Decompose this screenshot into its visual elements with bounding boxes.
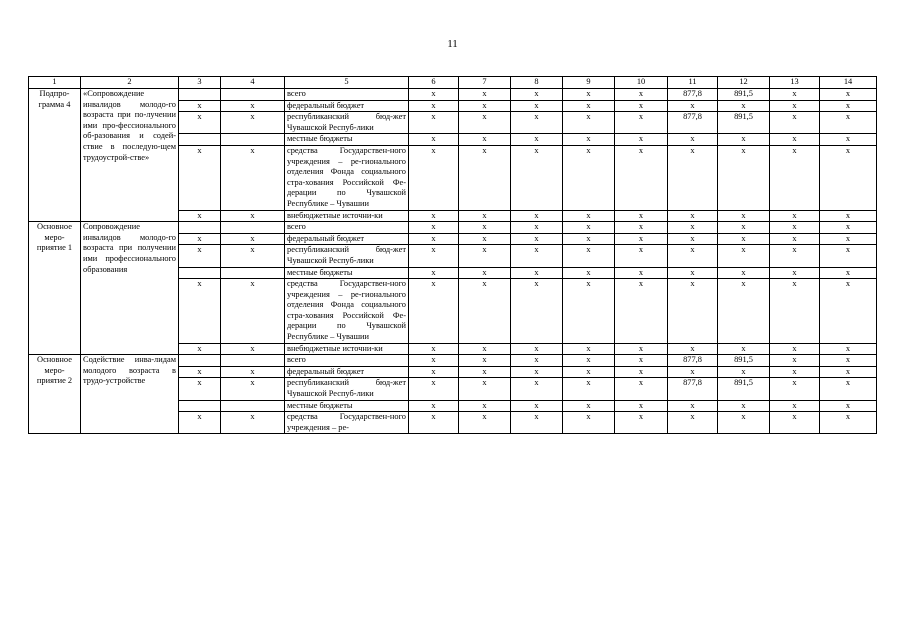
year-value-cell: x [563,222,615,234]
column-number-1: 1 [29,77,81,89]
funding-source-cell: средства Государствен-ного учреждения – ре- [285,412,409,434]
year-value-cell: x [409,267,459,279]
year-value-cell: x [820,112,877,134]
responsible-code-cell: x [179,233,221,245]
responsible-code-cell [179,355,221,367]
column-number-2: 2 [81,77,179,89]
classification-code-cell [221,134,285,146]
responsible-code-cell: x [179,210,221,222]
year-value-cell: x [563,245,615,267]
column-number-6: 6 [409,77,459,89]
year-value-cell: x [820,134,877,146]
year-value-cell: x [770,343,820,355]
page-number: 11 [447,38,458,50]
year-value-cell: x [511,89,563,101]
year-value-cell: x [459,279,511,344]
year-value-cell: x [459,145,511,210]
year-value-cell: x [668,279,718,344]
year-value-cell: x [459,366,511,378]
year-value-cell: x [770,145,820,210]
responsible-code-cell: x [179,378,221,400]
year-value-cell: x [718,145,770,210]
year-value-cell: x [770,267,820,279]
classification-code-cell [221,400,285,412]
year-value-cell: x [615,233,668,245]
funding-source-cell: федеральный бюджет [285,366,409,378]
year-value-cell: x [770,112,820,134]
year-value-cell: x [718,343,770,355]
year-value-cell: x [615,279,668,344]
year-value-cell: x [563,100,615,112]
year-value-cell: x [511,400,563,412]
year-value-cell: x [563,134,615,146]
year-value-cell: x [459,245,511,267]
year-value-cell: x [770,245,820,267]
year-value-cell: x [563,378,615,400]
year-value-cell: x [563,210,615,222]
year-value-cell: x [615,366,668,378]
year-value-cell: x [459,400,511,412]
year-value-cell: x [718,279,770,344]
year-value-cell: x [615,245,668,267]
year-value-cell: x [820,222,877,234]
year-value-cell: x [770,378,820,400]
year-value-cell: x [615,400,668,412]
year-value-cell: x [615,412,668,434]
year-value-cell: x [511,279,563,344]
funding-source-cell: республиканский бюд-жет Чувашской Респуб-лики [285,245,409,267]
classification-code-cell [221,267,285,279]
year-value-cell: x [409,222,459,234]
year-value-cell: x [770,279,820,344]
year-value-cell: x [409,233,459,245]
year-value-cell: x [820,210,877,222]
year-value-cell: x [409,134,459,146]
year-value-cell: x [615,100,668,112]
year-value-cell: x [409,112,459,134]
year-value-cell: x [459,210,511,222]
year-value-cell: x [820,233,877,245]
responsible-code-cell [179,89,221,101]
year-value-cell: x [668,267,718,279]
funding-source-cell: средства Государствен-ного учреждения – ре-гионального отделения Фонда социального стра-хования Российской Фе-дерации по Чувашской Республике – Чувашии [285,145,409,210]
year-value-cell: x [668,245,718,267]
year-value-cell: x [409,400,459,412]
financing-table [28,76,877,434]
classification-code-cell: x [221,100,285,112]
year-value-cell: x [511,343,563,355]
year-value-cell: x [409,378,459,400]
year-value-cell: x [718,245,770,267]
year-value-cell: x [615,355,668,367]
program-title-cell: Содействие инва-лидам молодого возраста в трудо-устройстве [81,355,179,434]
classification-code-cell: x [221,366,285,378]
year-value-cell: x [615,210,668,222]
year-value-cell: x [459,100,511,112]
year-value-cell: x [615,112,668,134]
year-value-cell: x [718,210,770,222]
year-value-cell: x [563,112,615,134]
year-value-cell: 891,5 [718,355,770,367]
classification-code-cell: x [221,343,285,355]
year-value-cell: x [820,100,877,112]
responsible-code-cell [179,267,221,279]
year-value-cell: x [718,267,770,279]
classification-code-cell: x [221,145,285,210]
classification-code-cell: x [221,279,285,344]
year-value-cell: x [511,145,563,210]
funding-source-cell: всего [285,89,409,101]
year-value-cell: x [409,366,459,378]
year-value-cell: x [770,210,820,222]
year-value-cell: x [563,145,615,210]
year-value-cell: x [409,279,459,344]
year-value-cell: x [770,233,820,245]
year-value-cell: x [459,89,511,101]
column-number-10: 10 [615,77,668,89]
year-value-cell: x [459,378,511,400]
year-value-cell: x [718,366,770,378]
year-value-cell: x [615,343,668,355]
year-value-cell: x [820,355,877,367]
year-value-cell: x [563,355,615,367]
year-value-cell: x [770,412,820,434]
table-row [29,355,877,367]
year-value-cell: x [615,134,668,146]
year-value-cell: x [770,134,820,146]
year-value-cell: x [718,134,770,146]
year-value-cell: x [511,233,563,245]
year-value-cell: x [511,366,563,378]
funding-source-cell: местные бюджеты [285,134,409,146]
year-value-cell: x [563,233,615,245]
funding-source-cell: всего [285,355,409,367]
funding-source-cell: республиканский бюд-жет Чувашской Респуб-лики [285,378,409,400]
year-value-cell: x [668,233,718,245]
year-value-cell: x [511,134,563,146]
year-value-cell: x [718,100,770,112]
year-value-cell: x [563,412,615,434]
year-value-cell: x [770,100,820,112]
year-value-cell: x [615,89,668,101]
column-number-3: 3 [179,77,221,89]
header-row [29,77,877,89]
responsible-code-cell [179,400,221,412]
year-value-cell: x [668,100,718,112]
funding-source-cell: внебюджетные источни-ки [285,210,409,222]
year-value-cell: x [409,89,459,101]
classification-code-cell [221,222,285,234]
year-value-cell: x [615,378,668,400]
year-value-cell: x [409,210,459,222]
column-number-12: 12 [718,77,770,89]
column-number-14: 14 [820,77,877,89]
classification-code-cell [221,89,285,101]
program-name-cell: Подпро- грамма 4 [29,89,81,222]
year-value-cell: 891,5 [718,89,770,101]
year-value-cell: x [668,412,718,434]
year-value-cell: x [820,279,877,344]
funding-source-cell: местные бюджеты [285,400,409,412]
year-value-cell: x [615,222,668,234]
year-value-cell: x [718,233,770,245]
year-value-cell: x [409,245,459,267]
year-value-cell: x [511,222,563,234]
year-value-cell: x [459,233,511,245]
year-value-cell: x [668,343,718,355]
year-value-cell: x [820,400,877,412]
classification-code-cell: x [221,412,285,434]
year-value-cell: x [459,343,511,355]
year-value-cell: x [511,412,563,434]
year-value-cell: x [820,343,877,355]
year-value-cell: x [820,245,877,267]
year-value-cell: x [459,355,511,367]
year-value-cell: 877,8 [668,355,718,367]
funding-source-cell: всего [285,222,409,234]
year-value-cell: x [668,134,718,146]
year-value-cell: 877,8 [668,378,718,400]
year-value-cell: x [668,400,718,412]
column-number-5: 5 [285,77,409,89]
year-value-cell: x [459,267,511,279]
column-number-9: 9 [563,77,615,89]
classification-code-cell: x [221,112,285,134]
year-value-cell: x [820,378,877,400]
column-number-11: 11 [668,77,718,89]
year-value-cell: x [511,378,563,400]
funding-source-cell: внебюджетные источни-ки [285,343,409,355]
year-value-cell: x [770,400,820,412]
column-number-13: 13 [770,77,820,89]
year-value-cell: x [770,222,820,234]
year-value-cell: x [563,343,615,355]
table-row [29,222,877,234]
funding-source-cell: федеральный бюджет [285,100,409,112]
classification-code-cell: x [221,245,285,267]
year-value-cell: x [770,355,820,367]
responsible-code-cell: x [179,145,221,210]
column-number-7: 7 [459,77,511,89]
year-value-cell: x [511,100,563,112]
responsible-code-cell: x [179,112,221,134]
table-body [29,77,877,434]
year-value-cell: x [820,89,877,101]
column-number-8: 8 [511,77,563,89]
year-value-cell: x [563,366,615,378]
year-value-cell: x [511,210,563,222]
year-value-cell: 877,8 [668,112,718,134]
year-value-cell: x [459,112,511,134]
year-value-cell: x [820,145,877,210]
year-value-cell: x [511,355,563,367]
year-value-cell: x [718,400,770,412]
responsible-code-cell: x [179,100,221,112]
funding-source-cell: федеральный бюджет [285,233,409,245]
funding-source-cell: местные бюджеты [285,267,409,279]
year-value-cell: x [668,210,718,222]
year-value-cell: x [511,245,563,267]
year-value-cell: x [770,89,820,101]
year-value-cell: x [668,366,718,378]
responsible-code-cell [179,222,221,234]
year-value-cell: x [563,400,615,412]
year-value-cell: x [770,366,820,378]
year-value-cell: x [459,222,511,234]
year-value-cell: x [668,145,718,210]
year-value-cell: x [459,412,511,434]
year-value-cell: 891,5 [718,378,770,400]
year-value-cell: x [563,267,615,279]
year-value-cell: x [511,112,563,134]
program-title-cell: «Сопровождение инвалидов молодо-го возраста при по-лучении ими про-фессионального об-разования и содей-ствие в последую-щем трудоустрой-стве» [81,89,179,222]
responsible-code-cell: x [179,343,221,355]
year-value-cell: x [409,100,459,112]
classification-code-cell [221,355,285,367]
classification-code-cell: x [221,233,285,245]
program-name-cell: Основное меро- приятие 1 [29,222,81,355]
responsible-code-cell: x [179,412,221,434]
year-value-cell: x [511,267,563,279]
table-row [29,89,877,101]
responsible-code-cell [179,134,221,146]
year-value-cell: x [668,222,718,234]
year-value-cell: x [820,366,877,378]
year-value-cell: 891,5 [718,112,770,134]
year-value-cell: x [718,412,770,434]
responsible-code-cell: x [179,279,221,344]
year-value-cell: x [563,89,615,101]
year-value-cell: 877,8 [668,89,718,101]
program-name-cell: Основное меро- приятие 2 [29,355,81,434]
classification-code-cell: x [221,378,285,400]
year-value-cell: x [820,267,877,279]
year-value-cell: x [409,343,459,355]
column-number-4: 4 [221,77,285,89]
year-value-cell: x [459,134,511,146]
year-value-cell: x [409,145,459,210]
funding-source-cell: республиканский бюд-жет Чувашской Респуб-лики [285,112,409,134]
year-value-cell: x [563,279,615,344]
year-value-cell: x [820,412,877,434]
funding-source-cell: средства Государствен-ного учреждения – ре-гионального отделения Фонда социального стра-хования Российской Фе-дерации по Чувашской Республике – Чувашии [285,279,409,344]
year-value-cell: x [615,267,668,279]
responsible-code-cell: x [179,245,221,267]
year-value-cell: x [718,222,770,234]
classification-code-cell: x [221,210,285,222]
year-value-cell: x [615,145,668,210]
year-value-cell: x [409,355,459,367]
year-value-cell: x [409,412,459,434]
responsible-code-cell: x [179,366,221,378]
program-title-cell: Сопровождение инвалидов молодо-го возраста при получении ими профессионального образования [81,222,179,355]
